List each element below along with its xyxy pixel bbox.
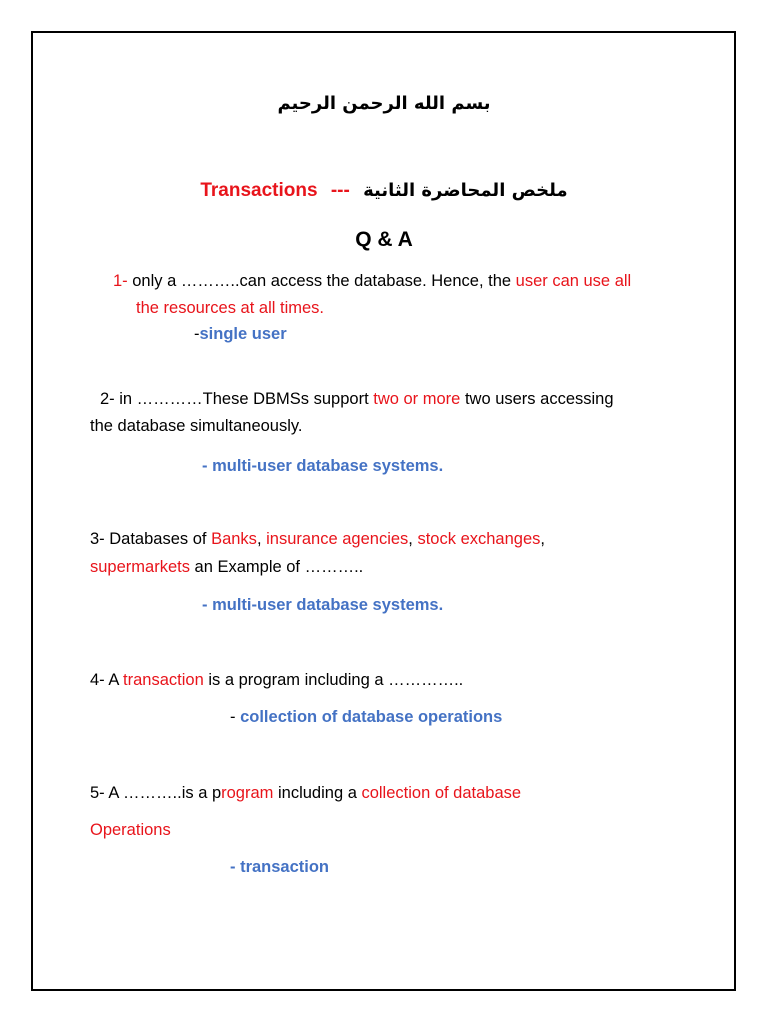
question-3-line-2 [90,554,363,580]
q3-l2-seg-0: supermarkets [90,558,190,576]
q4-l1-seg-1: transaction [123,671,204,689]
answer-3-text: - multi-user database systems. [202,596,444,614]
title-arabic: ملخص المحاضرة الثانية [363,180,568,201]
answer-2 [202,453,443,479]
answer-1-text: single user [199,325,287,343]
page-border [31,31,736,991]
q4-l1-seg-0: 4- A [90,671,124,689]
q1-l2-seg-0: the resources at all times. [136,299,324,317]
question-2-line-1 [100,386,614,412]
answer-5 [230,854,329,880]
question-1-number: 1- [113,272,128,290]
q5-l2-seg-0: Operations [90,821,171,839]
answer-5-text: - transaction [230,858,330,876]
q3-l1-seg-5: stock exchanges [417,530,541,548]
question-2-line-2 [90,413,303,439]
question-1-line-2 [136,295,324,321]
page-title [0,180,768,202]
q5-l1-seg-1: rogram [221,784,274,802]
q3-l1-seg-0: 3- Databases of [90,530,212,548]
answer-4-prefix: - [230,708,241,726]
answer-2-text: - multi-user database systems. [202,457,444,475]
q3-l2-seg-1: an Example of ……….. [189,558,364,576]
q3-l1-seg-6: , [540,530,545,548]
question-5-line-1 [90,780,521,806]
q2-l1-seg-2: two users accessing [460,390,614,408]
title-separator: --- [330,180,350,201]
q1-l1-seg-1: user can use all [515,272,632,290]
q5-l1-seg-0: 5- A ………..is a p [90,784,222,802]
q2-l1-seg-1: two or more [373,390,461,408]
qa-heading: Q & A [355,228,413,251]
q2-l1-seg-0: 2- in …………These DBMSs support [100,390,374,408]
q2-l2-seg-0: the database simultaneously. [90,417,303,435]
q5-l1-seg-3: collection of database [361,784,522,802]
q3-l1-seg-2: , [256,530,267,548]
answer-4 [230,704,502,730]
q3-l1-seg-1: Banks [211,530,257,548]
answer-4-text: collection of database operations [240,708,503,726]
q3-l1-seg-3: insurance agencies [266,530,409,548]
bismillah-heading: بسم الله الرحمن الرحيم [277,93,491,114]
q4-l1-seg-2: is a program including a ………….. [203,671,464,689]
answer-3 [202,592,443,618]
answer-1-prefix: - [194,325,200,343]
question-3-line-1 [90,526,545,552]
answer-1 [194,321,287,347]
q3-l1-seg-4: , [408,530,418,548]
title-english: Transactions [200,180,318,201]
q1-l1-seg-0: only a ………..can access the database. Hence, the [127,272,516,290]
question-4-line-1 [90,667,463,693]
question-5-line-2 [90,817,171,843]
question-1-line-1 [113,268,631,294]
q5-l1-seg-2: including a [273,784,362,802]
